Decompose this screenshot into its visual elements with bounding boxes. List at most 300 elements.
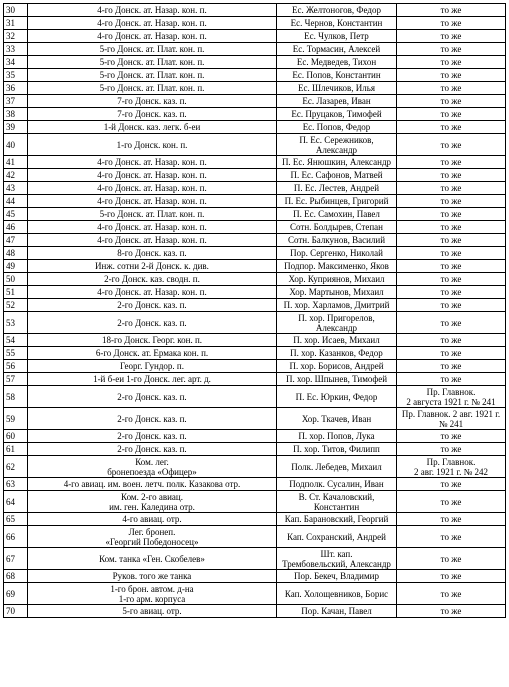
row-number-cell: 44 — [4, 195, 28, 208]
order-note-cell — [397, 312, 506, 334]
order-note-cell — [397, 386, 506, 408]
unit-cell — [28, 583, 277, 605]
unit-cell — [28, 373, 277, 386]
row-number-cell: 38 — [4, 108, 28, 121]
table-row — [4, 43, 506, 56]
unit-cell — [28, 408, 277, 430]
name-line: П. хор. Пригорелов, — [298, 312, 375, 323]
row-number-cell: 42 — [4, 169, 28, 182]
rank-name-cell — [277, 30, 397, 43]
unit-cell — [28, 17, 277, 30]
rank-name-cell — [277, 169, 397, 182]
table-row — [4, 347, 506, 360]
table-row — [4, 334, 506, 347]
rank-name-cell — [277, 312, 397, 334]
unit-cell — [28, 169, 277, 182]
rank-name-cell — [277, 386, 397, 408]
name-line: Сотн. Балкунов, Василий — [287, 235, 386, 245]
rank-name-cell — [277, 43, 397, 56]
order-note-cell — [397, 430, 506, 443]
unit-cell — [28, 299, 277, 312]
name-line: Трембовельский, Александр — [282, 558, 391, 569]
note-line: то же — [440, 588, 462, 599]
order-note-cell — [397, 548, 506, 570]
table-row — [4, 182, 506, 195]
unit-cell — [28, 605, 277, 618]
table-row — [4, 195, 506, 208]
name-line: П. Ес. Самохин, Павел — [293, 209, 380, 219]
unit-cell — [28, 30, 277, 43]
unit-cell — [28, 513, 277, 526]
table-row — [4, 108, 506, 121]
table-row — [4, 221, 506, 234]
unit-line: Лег. бронеп. — [128, 526, 176, 537]
row-number-cell: 48 — [4, 247, 28, 260]
unit-cell — [28, 134, 277, 156]
row-number-cell: 67 — [4, 548, 28, 570]
order-note-cell — [397, 583, 506, 605]
note-line: то же — [440, 96, 462, 106]
name-line: Подполк. Сусалин, Иван — [289, 479, 384, 489]
unit-line: Руков. того же танка — [112, 571, 192, 581]
note-line: то же — [440, 553, 462, 564]
unit-line: 4-го Донск. ат. Назар. кон. п. — [97, 196, 207, 206]
unit-line: 1-й б-еи 1-го Донск. лег. арт. д. — [93, 374, 211, 384]
name-line: Александр — [315, 322, 358, 333]
rank-name-cell — [277, 526, 397, 548]
note-line: то же — [440, 222, 462, 232]
rank-name-cell — [277, 195, 397, 208]
order-note-cell — [397, 478, 506, 491]
unit-line: 4-го Донск. ат. Назар. кон. п. — [97, 183, 207, 193]
order-note-cell — [397, 491, 506, 513]
order-note-cell — [397, 443, 506, 456]
note-line: то же — [440, 248, 462, 258]
name-line: Кап. Сохранский, Андрей — [287, 531, 386, 542]
row-number-cell: 68 — [4, 570, 28, 583]
unit-cell — [28, 156, 277, 169]
unit-cell — [28, 121, 277, 134]
rank-name-cell — [277, 491, 397, 513]
unit-cell — [28, 247, 277, 260]
unit-cell — [28, 312, 277, 334]
document-page — [3, 3, 505, 684]
note-line: то же — [440, 479, 462, 489]
name-line: П. хор. Титов, Филипп — [293, 444, 380, 454]
unit-line: 5-го Донск. ат. Плат. кон. п. — [99, 70, 205, 80]
rank-name-cell — [277, 208, 397, 221]
note-line: то же — [440, 287, 462, 297]
row-number-cell: 58 — [4, 386, 28, 408]
table-row — [4, 299, 506, 312]
note-line: то же — [440, 196, 462, 206]
note-line: то же — [440, 139, 462, 150]
order-note-cell — [397, 169, 506, 182]
table-row — [4, 526, 506, 548]
note-line: то же — [440, 31, 462, 41]
unit-line: 7-го Донск. каз. п. — [117, 96, 187, 106]
note-line: 2 августа 1921 г. № 241 — [406, 396, 496, 407]
name-line: В. Ст. Качаловский, — [298, 491, 375, 502]
note-line: то же — [440, 235, 462, 245]
unit-line: 5-го Донск. ат. Плат. кон. п. — [99, 209, 205, 219]
rank-name-cell — [277, 82, 397, 95]
order-note-cell — [397, 182, 506, 195]
name-line: Ес. Пруцаков, Тимофей — [291, 109, 382, 119]
rank-name-cell — [277, 17, 397, 30]
table-row — [4, 478, 506, 491]
name-line: Хор. Куприянов, Михаил — [288, 274, 385, 284]
name-line: Ес. Чулков, Петр — [304, 31, 369, 41]
unit-cell — [28, 548, 277, 570]
unit-line: 2-го Донск. каз. п. — [117, 444, 187, 454]
rank-name-cell — [277, 56, 397, 69]
name-line: П. Ес. Янюшкин, Александр — [281, 157, 392, 167]
table-row — [4, 156, 506, 169]
table-row — [4, 169, 506, 182]
unit-line: 2-го Донск. каз. п. — [117, 413, 187, 424]
name-line: Ес. Попов, Константин — [292, 70, 381, 80]
unit-line: 4-го Донск. ат. Назар. кон. п. — [97, 222, 207, 232]
unit-line: Ком. 2-го авиац. — [121, 491, 183, 502]
order-note-cell — [397, 273, 506, 286]
name-line: Ес. Попов, Федор — [302, 122, 371, 132]
unit-cell — [28, 273, 277, 286]
row-number-cell: 36 — [4, 82, 28, 95]
unit-cell — [28, 491, 277, 513]
name-line: П. Ес. Юркин, Федор — [295, 391, 378, 402]
table-row — [4, 456, 506, 478]
row-number-cell: 55 — [4, 347, 28, 360]
order-note-cell — [397, 334, 506, 347]
row-number-cell: 34 — [4, 56, 28, 69]
unit-line: 4-го Донск. ат. Назар. кон. п. — [97, 287, 207, 297]
note-line: Пр. Главнок. — [426, 386, 476, 397]
row-number-cell: 33 — [4, 43, 28, 56]
name-line: П. Ес. Сережников, — [299, 134, 374, 145]
row-number-cell: 30 — [4, 4, 28, 17]
rank-name-cell — [277, 360, 397, 373]
name-line: Александр — [315, 144, 358, 155]
name-line: П. Ес. Лестев, Андрей — [293, 183, 380, 193]
table-row — [4, 121, 506, 134]
name-line: Пор. Качан, Павел — [301, 606, 372, 616]
unit-cell — [28, 260, 277, 273]
unit-cell — [28, 208, 277, 221]
order-note-cell — [397, 17, 506, 30]
name-line: Подпор. Максименко, Яков — [284, 261, 389, 271]
unit-cell — [28, 286, 277, 299]
note-line: то же — [440, 531, 462, 542]
row-number-cell: 50 — [4, 273, 28, 286]
rank-name-cell — [277, 334, 397, 347]
order-note-cell — [397, 195, 506, 208]
unit-line: 4-го авиац. им. воен. летч. полк. Казакова отр. — [63, 479, 241, 489]
table-row — [4, 4, 506, 17]
note-line: то же — [440, 5, 462, 15]
unit-cell — [28, 430, 277, 443]
table-row — [4, 95, 506, 108]
row-number-cell: 70 — [4, 605, 28, 618]
rank-name-cell — [277, 373, 397, 386]
unit-cell — [28, 386, 277, 408]
rank-name-cell — [277, 478, 397, 491]
order-note-cell — [397, 43, 506, 56]
note-line: то же — [440, 170, 462, 180]
row-number-cell: 63 — [4, 478, 28, 491]
rank-name-cell — [277, 69, 397, 82]
order-note-cell — [397, 121, 506, 134]
unit-line: 2-го Донск. каз. п. — [117, 431, 187, 441]
order-note-cell — [397, 208, 506, 221]
note-line: то же — [440, 606, 462, 616]
rank-name-cell — [277, 221, 397, 234]
name-line: Кап. Холощевников, Борис — [284, 588, 389, 599]
unit-cell — [28, 334, 277, 347]
unit-line: 1-й Донск. каз. легк. б-еи — [103, 122, 201, 132]
unit-line: Георг. Гундор. п. — [119, 361, 184, 371]
name-line: Пор. Бекеч, Владимир — [293, 571, 379, 581]
unit-line: 5-го Донск. ат. Плат. кон. п. — [99, 83, 205, 93]
unit-line: 1-го арм. корпуса — [118, 593, 186, 604]
note-line: то же — [440, 361, 462, 371]
note-line: то же — [440, 431, 462, 441]
note-line: то же — [440, 317, 462, 328]
unit-cell — [28, 347, 277, 360]
unit-cell — [28, 108, 277, 121]
unit-cell — [28, 56, 277, 69]
note-line: то же — [440, 571, 462, 581]
table-row — [4, 360, 506, 373]
table-row — [4, 605, 506, 618]
row-number-cell: 52 — [4, 299, 28, 312]
unit-line: 5-го авиац. отр. — [122, 606, 182, 616]
order-note-cell — [397, 4, 506, 17]
note-line: то же — [440, 83, 462, 93]
unit-line: 5-го Донск. ат. Плат. кон. п. — [99, 44, 205, 54]
row-number-cell: 47 — [4, 234, 28, 247]
note-line: Пр. Главнок. 2 авг. 1921 г. — [401, 408, 501, 419]
note-line: то же — [440, 348, 462, 358]
note-line: то же — [440, 274, 462, 284]
table-row — [4, 513, 506, 526]
row-number-cell: 59 — [4, 408, 28, 430]
note-line: то же — [440, 122, 462, 132]
unit-cell — [28, 526, 277, 548]
name-line: Сотн. Болдырев, Степан — [290, 222, 383, 232]
unit-cell — [28, 43, 277, 56]
row-number-cell: 61 — [4, 443, 28, 456]
rank-name-cell — [277, 408, 397, 430]
row-number-cell: 32 — [4, 30, 28, 43]
name-line: Ес. Желтоногов, Федор — [292, 5, 381, 15]
row-number-cell: 66 — [4, 526, 28, 548]
name-line: Ес. Шлечиков, Илья — [297, 83, 376, 93]
unit-line: 2-го Донск. каз. п. — [117, 391, 187, 402]
table-row — [4, 208, 506, 221]
table-row — [4, 548, 506, 570]
table-row — [4, 234, 506, 247]
unit-line: 1-го брон. автом. д-на — [110, 583, 194, 594]
rank-name-cell — [277, 286, 397, 299]
order-note-cell — [397, 247, 506, 260]
name-line: Ес. Медведев, Тихон — [296, 57, 377, 67]
order-note-cell — [397, 360, 506, 373]
note-line: то же — [440, 157, 462, 167]
rank-name-cell — [277, 273, 397, 286]
row-number-cell: 31 — [4, 17, 28, 30]
order-note-cell — [397, 373, 506, 386]
row-number-cell: 60 — [4, 430, 28, 443]
row-number-cell: 62 — [4, 456, 28, 478]
order-note-cell — [397, 570, 506, 583]
note-line: то же — [440, 70, 462, 80]
order-note-cell — [397, 234, 506, 247]
note-line: № 241 — [438, 418, 464, 429]
rank-name-cell — [277, 4, 397, 17]
row-number-cell: 69 — [4, 583, 28, 605]
rank-name-cell — [277, 456, 397, 478]
name-line: П. хор. Исаев, Михаил — [293, 335, 380, 345]
rank-name-cell — [277, 583, 397, 605]
note-line: то же — [440, 261, 462, 271]
unit-line: бронепоезда «Офицер» — [107, 466, 197, 477]
note-line: то же — [440, 444, 462, 454]
unit-line: им. ген. Каледина отр. — [109, 501, 195, 512]
row-number-cell: 35 — [4, 69, 28, 82]
order-note-cell — [397, 156, 506, 169]
order-note-cell — [397, 30, 506, 43]
table-row — [4, 312, 506, 334]
row-number-cell: 39 — [4, 121, 28, 134]
rank-name-cell — [277, 182, 397, 195]
name-line: Ес. Чернов, Константин — [290, 18, 383, 28]
unit-line: Ком. лег. — [135, 456, 169, 467]
table-row — [4, 247, 506, 260]
unit-cell — [28, 443, 277, 456]
name-line: П. хор. Попов, Лука — [298, 431, 375, 441]
table-row — [4, 69, 506, 82]
order-note-cell — [397, 108, 506, 121]
order-note-cell — [397, 95, 506, 108]
name-line: П. хор. Шпынев, Тимофей — [285, 374, 388, 384]
rank-name-cell — [277, 260, 397, 273]
name-line: Полк. Лебедев, Михаил — [291, 461, 382, 472]
unit-line: 2-го Донск. каз. сводн. п. — [104, 274, 200, 284]
name-line: Ес. Тормасин, Алексей — [292, 44, 381, 54]
row-number-cell: 57 — [4, 373, 28, 386]
rank-name-cell — [277, 347, 397, 360]
table-row — [4, 430, 506, 443]
note-line: то же — [440, 44, 462, 54]
note-line: то же — [440, 109, 462, 119]
row-number-cell: 54 — [4, 334, 28, 347]
note-line: то же — [440, 496, 462, 507]
order-note-cell — [397, 605, 506, 618]
unit-line: 2-го Донск. каз. п. — [117, 317, 187, 328]
row-number-cell: 56 — [4, 360, 28, 373]
table-row — [4, 286, 506, 299]
unit-line: 5-го Донск. ат. Плат. кон. п. — [99, 57, 205, 67]
table-row — [4, 443, 506, 456]
name-line: Кап. Барановский, Георгий — [284, 514, 389, 524]
unit-line: «Георгий Победоносец» — [105, 536, 199, 547]
name-line: Хор. Ткачев, Иван — [301, 413, 372, 424]
rank-name-cell — [277, 430, 397, 443]
row-number-cell: 64 — [4, 491, 28, 513]
order-note-cell — [397, 408, 506, 430]
rank-name-cell — [277, 234, 397, 247]
rank-name-cell — [277, 443, 397, 456]
table-row — [4, 17, 506, 30]
table-row — [4, 30, 506, 43]
rank-name-cell — [277, 299, 397, 312]
order-note-cell — [397, 513, 506, 526]
order-note-cell — [397, 260, 506, 273]
note-line: 2 авг. 1921 г. № 242 — [414, 466, 488, 477]
unit-cell — [28, 570, 277, 583]
unit-line: 4-го Донск. ат. Назар. кон. п. — [97, 18, 207, 28]
name-line: П. хор. Харламов, Дмитрий — [283, 300, 390, 310]
order-note-cell — [397, 286, 506, 299]
name-line: Хор. Мартынов, Михаил — [289, 287, 384, 297]
row-number-cell: 53 — [4, 312, 28, 334]
name-line: П. хор. Борисов, Андрей — [289, 361, 384, 371]
note-line: то же — [440, 183, 462, 193]
unit-line: 8-го Донск. каз. п. — [117, 248, 187, 258]
unit-line: 1-го Донск. кон. п. — [116, 139, 188, 150]
unit-cell — [28, 182, 277, 195]
unit-line: 6-го Донск. ат. Ермака кон. п. — [95, 348, 209, 358]
unit-line: 18-го Донск. Георг. кон. п. — [101, 335, 203, 345]
unit-line: Инж. сотни 2-й Донск. к. див. — [95, 261, 209, 271]
note-line: то же — [440, 335, 462, 345]
note-line: то же — [440, 374, 462, 384]
unit-line: 4-го Донск. ат. Назар. кон. п. — [97, 235, 207, 245]
table-row — [4, 373, 506, 386]
unit-line: Ком. танка «Ген. Скобелев» — [99, 553, 205, 564]
table-row — [4, 583, 506, 605]
name-line: Константин — [313, 501, 360, 512]
row-number-cell: 65 — [4, 513, 28, 526]
rank-name-cell — [277, 605, 397, 618]
table-row — [4, 134, 506, 156]
table-row — [4, 570, 506, 583]
order-note-cell — [397, 299, 506, 312]
rank-name-cell — [277, 156, 397, 169]
row-number-cell: 45 — [4, 208, 28, 221]
note-line: то же — [440, 209, 462, 219]
note-line: то же — [440, 57, 462, 67]
unit-cell — [28, 195, 277, 208]
order-note-cell — [397, 69, 506, 82]
order-note-cell — [397, 82, 506, 95]
unit-line: 4-го Донск. ат. Назар. кон. п. — [97, 5, 207, 15]
row-number-cell: 37 — [4, 95, 28, 108]
order-note-cell — [397, 347, 506, 360]
roster-table — [3, 3, 506, 618]
table-row — [4, 386, 506, 408]
order-note-cell — [397, 221, 506, 234]
note-line: то же — [440, 18, 462, 28]
unit-cell — [28, 234, 277, 247]
unit-line: 2-го Донск. каз. п. — [117, 300, 187, 310]
unit-line: 4-го Донск. ат. Назар. кон. п. — [97, 170, 207, 180]
rank-name-cell — [277, 513, 397, 526]
unit-line: 7-го Донск. каз. п. — [117, 109, 187, 119]
name-line: П. Ес. Рыбинцев, Григорий — [284, 196, 389, 206]
name-line: Шт. кап. — [320, 548, 353, 559]
